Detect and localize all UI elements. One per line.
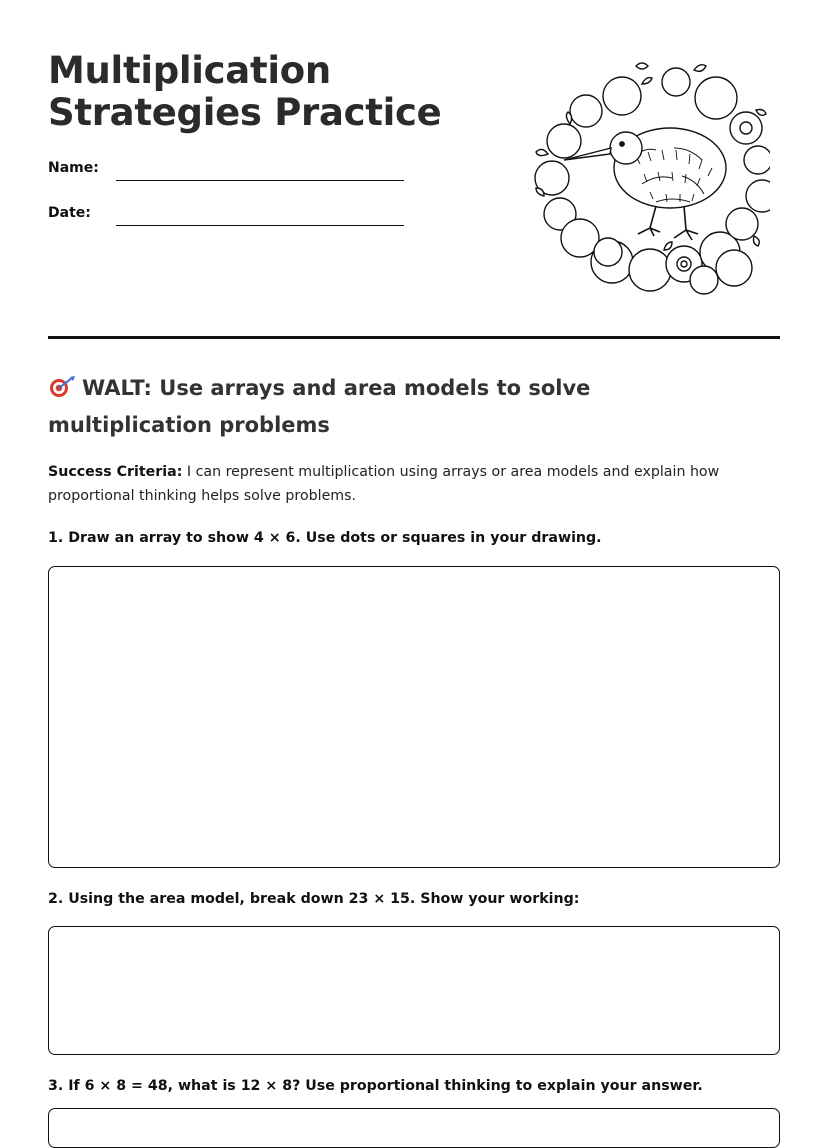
date-field[interactable] — [48, 203, 408, 233]
success-criteria — [48, 460, 778, 508]
answer-box-1[interactable] — [48, 566, 780, 868]
title-line-2: Strategies Practice — [48, 91, 442, 134]
date-line[interactable] — [116, 225, 404, 226]
header-divider — [48, 336, 780, 339]
question-3: 3. If 6 × 8 = 48, what is 12 × 8? Use proportional thinking to explain your answer. — [48, 1078, 703, 1094]
question-2: 2. Using the area model, break down 23 × 15. Show your working: — [48, 891, 580, 907]
name-field[interactable] — [48, 158, 408, 188]
walt-text: WALT: Use arrays and area models to solve multiplication problems — [48, 376, 591, 437]
target-dart-icon — [48, 376, 76, 398]
title-line-1: Multiplication — [48, 49, 331, 92]
success-criteria-text: I can represent multiplication using arrays or area models and explain how proportional thinking helps solve problems. — [48, 464, 720, 504]
kiwi-bird-fruit-wreath-icon — [524, 56, 770, 306]
question-1: 1. Draw an array to show 4 × 6. Use dots or squares in your drawing. — [48, 530, 602, 546]
worksheet-page — [48, 0, 780, 1118]
answer-box-3[interactable] — [48, 1108, 780, 1148]
walt-heading — [48, 370, 748, 444]
name-line[interactable] — [116, 180, 404, 181]
date-label: Date: — [48, 205, 91, 221]
name-label: Name: — [48, 160, 99, 176]
success-criteria-label: Success Criteria: — [48, 464, 183, 480]
answer-box-2[interactable] — [48, 926, 780, 1055]
worksheet-title — [48, 50, 441, 134]
